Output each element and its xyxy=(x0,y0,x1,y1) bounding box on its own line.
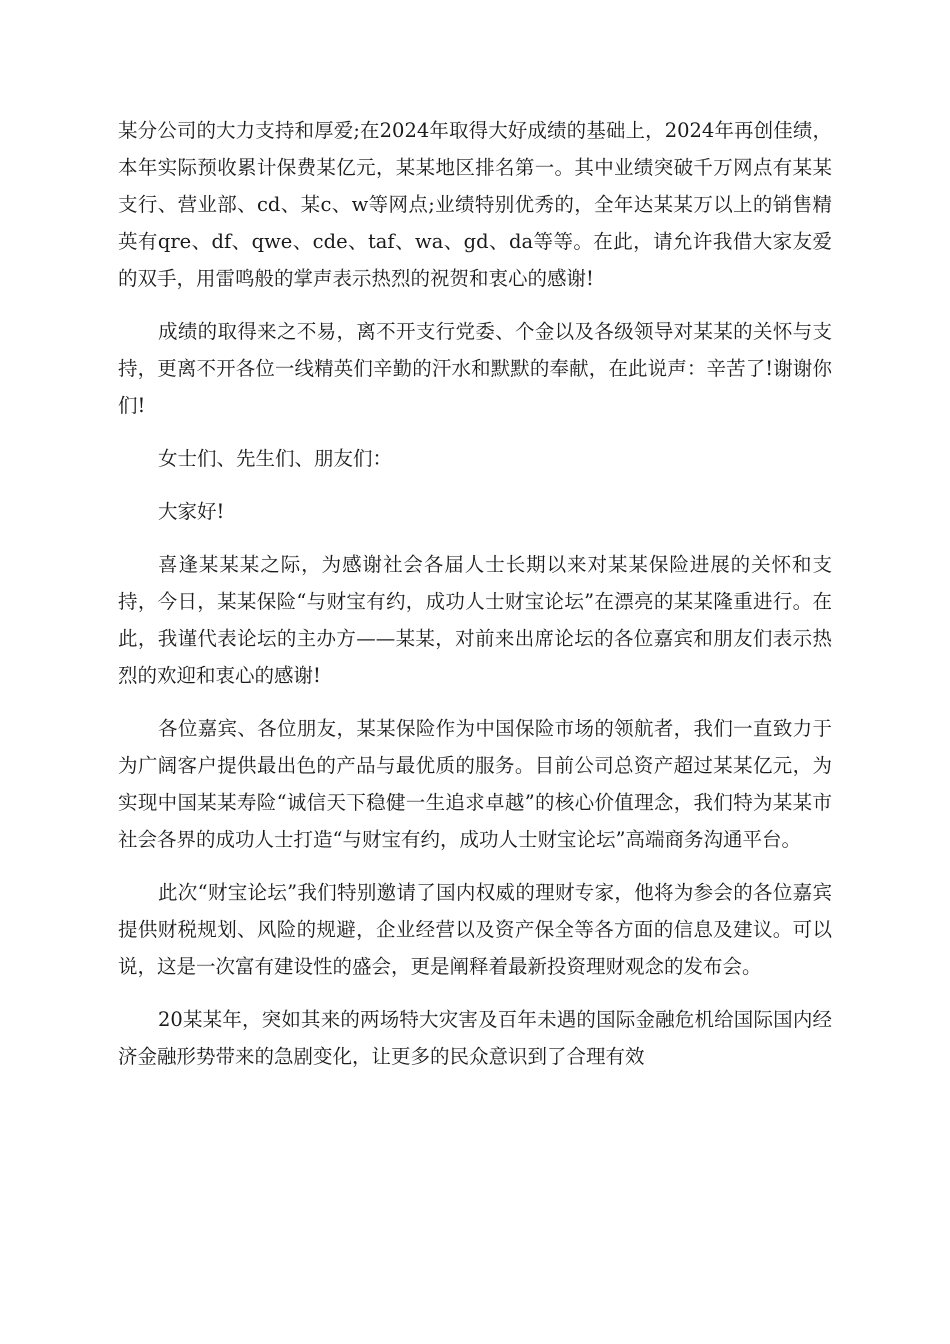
paragraph-1: 某分公司的大力支持和厚爱;在2024年取得大好成绩的基础上，2024年再创佳绩，本年实际预收累计保费某亿元，某某地区排名第一。其中业绩突破千万网点有某某支行、营业部、cd、某c、w等网点;业绩特别优秀的，全年达某某万以上的销售精英有qre、df、qwe、cde、taf、wa、gd、da等等。在此，请允许我借大家友爱的双手，用雷鸣般的掌声表示热烈的祝贺和衷心的感谢! xyxy=(118,119,832,290)
paragraph-2: 成绩的取得来之不易，离不开支行党委、个金以及各级领导对某某的关怀与支持，更离不开各位一线精英们辛勤的汗水和默默的奉献，在此说声：辛苦了!谢谢你们! xyxy=(118,320,832,417)
paragraph-8: 20某某年，突如其来的两场特大灾害及百年未遇的国际金融危机给国际国内经济金融形势带来的急剧变化，让更多的民众意识到了合理有效 xyxy=(118,1008,832,1068)
paragraph-7: 此次“财宝论坛”我们特别邀请了国内权威的理财专家，他将为参会的各位嘉宾提供财税规划、风险的规避，企业经营以及资产保全等各方面的信息及建议。可以说，这是一次富有建设性的盛会，更是阐释着最新投资理财观念的发布会。 xyxy=(118,881,832,978)
paragraph-5: 喜逢某某某之际，为感谢社会各届人士长期以来对某某保险进展的关怀和支持，今日，某某保险“与财宝有约，成功人士财宝论坛”在漂亮的某某隆重进行。在此，我谨代表论坛的主办方——某某，对前来出席论坛的各位嘉宾和朋友们表示热烈的欢迎和衷心的感谢! xyxy=(118,553,832,687)
document-body xyxy=(118,112,832,1075)
paragraph-salutation: 女士们、先生们、朋友们： xyxy=(158,447,393,470)
paragraph-6: 各位嘉宾、各位朋友，某某保险作为中国保险市场的领航者，我们一直致力于为广阔客户提供最出色的产品与最优质的服务。目前公司总资产超过某某亿元，为实现中国某某寿险“诚信天下稳健一生追求卓越”的核心价值理念，我们特为某某市社会各界的成功人士打造“与财宝有约，成功人士财宝论坛”高端商务沟通平台。 xyxy=(118,717,832,851)
paragraph-greeting: 大家好! xyxy=(158,500,225,523)
